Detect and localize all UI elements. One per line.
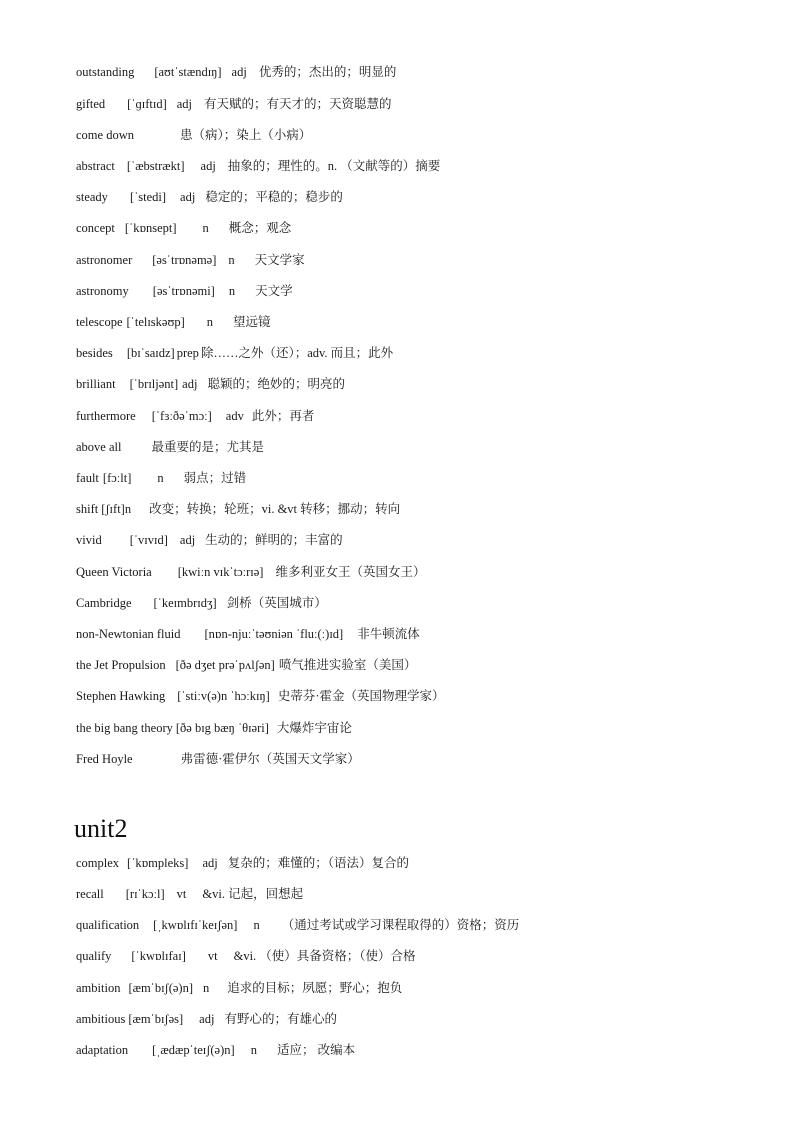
unit-heading: unit2 [74,814,128,843]
entry-definition: 改变；转换；轮班；vi. &vt 转移；挪动；转向 [149,502,401,516]
vocab-entry [76,1011,337,1027]
entry-word: astronomy [76,284,129,298]
entry-phonetic: [æmˈbɪʃəs] [128,1012,184,1026]
vocab-entry [76,564,426,580]
entry-word: the Jet Propulsion [76,658,166,672]
entry-pos: n [202,221,209,235]
entry-definition: 天文学 [255,284,293,298]
entry-word: Stephen Hawking [76,689,166,703]
entry-phonetic: [ˈstedi] [129,190,167,204]
entry-word: Fred Hoyle [76,752,133,766]
entry-pos: adj [202,856,218,870]
entry-definition: 患（病）；染上（小病） [179,128,312,142]
entry-pos: adv [225,409,244,423]
entry-definition: （通过考试或学习课程取得的）资格；资历 [281,918,520,932]
entry-phonetic: [ʃɪft] [101,502,125,516]
vocab-entry [76,501,400,517]
entry-definition: 大爆炸宇宙论 [276,721,352,735]
entry-definition: 非牛顿流体 [357,627,420,641]
entry-phonetic: [ˈstiːv(ə)n ˈhɔːkɪŋ] [177,689,270,703]
vocab-entry [76,626,420,642]
entry-pos: prep [176,346,199,360]
vocab-entry [76,720,352,736]
vocab-entry [76,127,311,143]
vocab-entry [76,751,360,767]
entry-word: ambitious [76,1012,126,1026]
entry-word: above all [76,440,122,454]
entry-phonetic: [ˈbrɪljənt] [129,377,179,391]
vocab-entry [76,917,519,933]
entry-word: qualification [76,918,140,932]
entry-phonetic: [ˈtelɪskəʊp] [126,315,185,329]
entry-definition: 弱点；过错 [183,471,247,485]
entry-definition: 抽象的；理性的。n. （文献等的）摘要 [227,159,441,173]
entry-pos: vt [207,949,218,963]
entry-definition: 天文学家 [254,253,305,267]
entry-definition: 生动的；鲜明的；丰富的 [205,533,343,547]
entry-pos: adj [179,533,196,547]
entry-word: non-Newtonian fluid [76,627,181,641]
vocab-entry [76,855,409,871]
entry-definition: 稳定的；平稳的；稳步的 [205,190,343,204]
entry-pos: n [206,315,213,329]
entry-word: the big bang theory [76,721,173,735]
entry-phonetic: [ðə dʒet prəˈpʌlʃən] [175,658,275,672]
vocab-entry [76,532,343,548]
vocab-entry [76,886,303,902]
entry-definition: 史蒂芬·霍金（英国物理学家） [277,689,445,703]
entry-word: telescope [76,315,123,329]
entry-pos: vt [176,887,187,901]
entry-word: brilliant [76,377,116,391]
entry-definition: 追求的目标；夙愿；野心；抱负 [227,981,403,995]
vocab-entry [76,345,393,361]
entry-pos: adj [199,1012,215,1026]
entry-phonetic: [nɒn-njuːˈtəʊniən ˈfluː(ː)ɪd] [204,627,344,641]
entry-phonetic: [æmˈbɪʃ(ə)n] [128,981,194,995]
entry-phonetic: [ˌædæpˈteɪʃ(ə)n] [152,1043,235,1057]
entry-definition: 最重要的是；尤其是 [151,440,264,454]
vocab-entry [76,314,271,330]
vocab-entry [76,408,314,424]
entry-pos: n [253,918,260,932]
entry-pos: n [250,1043,257,1057]
entry-pos: adj [200,159,216,173]
entry-definition: 适应； 改编本 [276,1043,356,1057]
entry-word: astronomer [76,253,133,267]
entry-word: abstract [76,159,115,173]
entry-definition: &vi. 记起，回想起 [202,887,304,901]
entry-definition: &vi. （使）具备资格；（使）合格 [233,949,416,963]
entry-phonetic: [ˈkeɪmbrɪdʒ] [153,596,217,610]
vocab-entry [76,980,402,996]
entry-pos: n [228,253,235,267]
entry-phonetic: [əsˈtrɒnəmi] [152,284,215,298]
entry-word: besides [76,346,113,360]
entry-word: adaptation [76,1043,129,1057]
entry-pos: n [228,284,236,298]
entry-pos: adj [176,97,193,111]
entry-word: Cambridge [76,596,132,610]
entry-word: steady [76,190,108,204]
entry-phonetic: [kwiːn vɪkˈtɔːrɪə] [177,565,264,579]
entry-word: ambition [76,981,121,995]
entry-definition: 概念；观念 [228,221,292,235]
vocab-entry [76,96,392,112]
entry-word: vivid [76,533,102,547]
entry-phonetic: [ˈvɪvɪd] [129,533,168,547]
entry-definition: 聪颖的；绝妙的；明亮的 [207,377,345,391]
entry-definition: 复杂的；难懂的；（语法）复合的 [227,856,409,870]
entry-pos: adj [182,377,198,391]
vocab-entry [76,595,327,611]
entry-phonetic: [bɪˈsaɪdz] [126,346,175,360]
vocab-entry [76,470,246,486]
vocab-entry [76,1042,355,1058]
vocab-entry [76,688,445,704]
vocab-entry [76,439,264,455]
entry-phonetic: [ˈkwɒlɪfaɪ] [131,949,186,963]
entry-phonetic: [ˈkɒmpleks] [127,856,189,870]
entry-definition: 喷气推进实验室（美国） [278,658,417,672]
entry-definition: 除……之外（还）；adv. 而且；此外 [200,346,394,360]
vocab-entry [76,189,343,205]
entry-phonetic: [ˈfɜːðəˈmɔː] [151,409,212,423]
entry-word: come down [76,128,134,142]
entry-word: outstanding [76,65,135,79]
entry-word: shift [76,502,99,516]
entry-word: complex [76,856,120,870]
entry-word: qualify [76,949,112,963]
entry-word: Queen Victoria [76,565,152,579]
entry-phonetic: [ˈæbstrækt] [126,159,185,173]
entry-phonetic: [ˈɡɪftɪd] [127,97,167,111]
entry-definition: 维多利亚女王（英国女王） [275,565,426,579]
entry-phonetic: [ðə bɪg bæŋ ˈθɪəri] [175,721,269,735]
entry-phonetic: [fɔːlt] [102,471,132,485]
entry-phonetic: [əsˈtrɒnəmə] [152,253,217,267]
vocab-entry [76,376,345,392]
vocab-entry [76,657,416,673]
entry-phonetic: [rɪˈkɔːl] [125,887,165,901]
entry-pos: adj [231,65,247,79]
vocab-entry [76,64,396,80]
entry-word: furthermore [76,409,136,423]
entry-definition: 剑桥（英国城市） [226,596,327,610]
entry-word: gifted [76,97,106,111]
entry-pos: n [203,981,210,995]
entry-pos: n [157,471,164,485]
entry-word: concept [76,221,115,235]
entry-definition: 优秀的；杰出的；明显的 [258,65,397,79]
entry-phonetic: [ˈkɒnsept] [124,221,177,235]
entry-phonetic: [aʊtˈstændɪŋ] [154,65,222,79]
entry-definition: 有天赋的；有天才的；天资聪慧的 [204,97,392,111]
entry-definition: 此外；再者 [251,409,315,423]
vocab-entry [76,948,416,964]
entry-word: recall [76,887,104,901]
entry-pos: n [124,502,132,516]
entry-phonetic: [ˌkwɒlɪfɪˈkeɪʃən] [153,918,238,932]
entry-pos: adj [180,190,196,204]
entry-definition: 望远镜 [233,315,271,329]
vocab-entry [76,252,305,268]
vocab-entry [76,220,291,236]
vocab-entry [76,283,293,299]
vocab-entry [76,158,440,174]
entry-definition: 有野心的；有雄心的 [224,1012,337,1026]
entry-definition: 弗雷德·霍伊尔（英国天文学家） [180,752,360,766]
entry-word: fault [76,471,99,485]
